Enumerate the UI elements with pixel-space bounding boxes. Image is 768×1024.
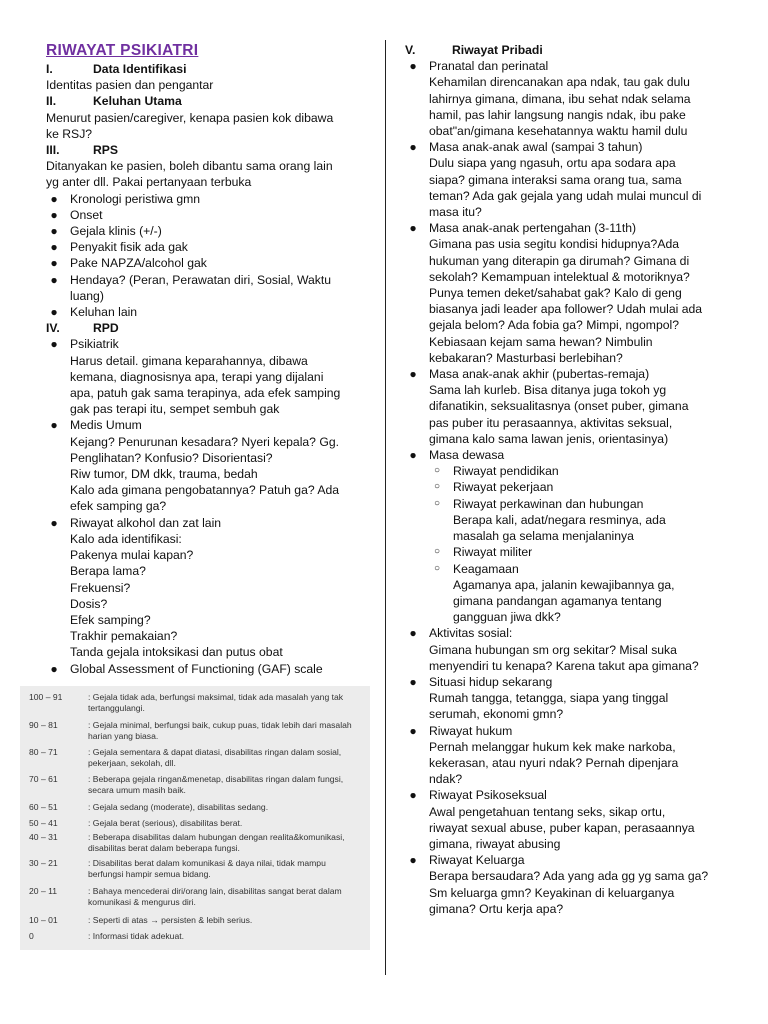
item-detail: efek samping ga? [70,499,167,514]
bullet-icon: ● [50,337,58,352]
item-detail: difanatikin, seksualitasnya (onset puber, gimana [429,399,689,414]
sub-item-detail: gangguan jiwa dkk? [453,610,561,625]
bullet-icon: ● [409,140,417,155]
section-heading-5: V. Riwayat Pribadi [405,43,543,57]
item-detail: gimana, riwayat abusing [429,836,561,851]
list-item-continuation: luang) [70,288,104,303]
item-detail: sekolah? Kemampuan intelektual & motoriknya? [429,269,690,284]
item-detail: Kejang? Penurunan kesadara? Nyeri kepala? Gg. [70,434,339,449]
item-detail: masa itu? [429,205,482,220]
bullet-icon: ● [50,305,58,320]
item-detail: Kehamilan direncanakan apa ndak, tau gak dulu [429,75,690,90]
item-detail: biasanya jadi leader apa follower? Udah mulai ada [429,302,703,317]
bullet-icon: ● [409,626,417,641]
item-detail: Riw tumor, DM dkk, trauma, bedah [70,467,258,482]
sub-item-detail: masalah ga selama menjalaninya [453,529,634,544]
section-body: yg anter dll. Pakai pertanyaan terbuka [46,175,252,190]
item-detail: gejala belom? Ada fobia ga? Mimpi, ngompol? [429,318,680,333]
item-detail: riwayat sexual abuse, puber kapan, perasaannya [429,820,695,835]
item-detail: ndak? [429,772,463,787]
item-detail: gimana kalo sama lawan jenis, orientasinya) [429,431,669,446]
item-detail: hamil, pas lahir langsung nangis ndak, ibu pake [429,107,686,122]
list-item: ● Global Assessment of Functioning (GAF) scale [46,661,371,677]
item-detail: Kalo ada gimana pengobatannya? Patuh ga? Ada [70,483,340,498]
item-detail: Harus detail. gimana keparahannya, dibawa [70,353,308,368]
item-detail: Tanda gejala intoksikasi dan putus obat [70,645,283,660]
list-item: ● Keluhan lain [46,304,371,320]
list-item: ● Pake NAPZA/alcohol gak [46,255,371,271]
list-item: ● Onset [46,207,371,223]
circle-bullet-icon: ○ [433,497,441,509]
left-column [46,42,371,677]
column-divider [385,40,386,975]
item-detail: kekerasan, atau nyuri ndak? Pernah dipenjara [429,755,679,770]
list-item: ● Hendaya? (Peran, Perawatan diri, Sosial, Waktu [46,272,371,288]
circle-bullet-icon: ○ [433,481,441,493]
item-detail: Berapa lama? [70,564,146,579]
sub-list-item: ○ Riwayat pekerjaan [405,479,725,495]
section-heading-4: IV. RPD [46,321,119,336]
sub-item-detail: gimana pandangan agamanya tentang [453,593,662,608]
item-detail: gimana? Ortu kerja apa? [429,901,564,916]
item-detail: Pakenya mulai kapan? [70,548,194,563]
item-detail: Berapa bersaudara? Ada yang ada gg yg sama ga? [429,869,709,884]
bullet-icon: ● [409,448,417,463]
bullet-icon: ● [409,723,417,738]
circle-bullet-icon: ○ [433,465,441,477]
bullet-icon: ● [409,221,417,236]
list-item: ● Kronologi peristiwa gmn [46,191,371,207]
item-detail: teman? Ada gak gejala yang udah mulai muncul di [429,188,702,203]
section-body: Menurut pasien/caregiver, kenapa pasien kok dibawa [46,110,334,125]
list-item: ● Gejala klinis (+/-) [46,223,371,239]
bullet-icon: ● [50,661,58,676]
item-detail: pas puber itu perasaannya, aktivitas seksual, [429,415,673,430]
item-detail: Efek samping? [70,612,151,627]
section-body: ke RSJ? [46,126,93,141]
list-item: ● Situasi hidup sekarang [405,674,725,690]
bullet-icon: ● [50,256,58,271]
list-item: ● Masa anak-anak akhir (pubertas-remaja) [405,366,725,382]
item-detail: Sm keluarga gmn? Keyakinan di keluarganya [429,885,675,900]
item-detail: lahirnya gimana, dimana, ibu sehat ndak selama [429,91,691,106]
bullet-icon: ● [50,515,58,530]
bullet-icon: ● [409,367,417,382]
item-detail: siapa? gimana interaksi sama orang tua, sama [429,172,682,187]
bullet-icon: ● [409,853,417,868]
right-column [405,42,725,917]
list-item: ● Masa dewasa [405,447,725,463]
list-item: ● Riwayat hukum [405,723,725,739]
list-item: ● Masa anak-anak pertengahan (3-11th) [405,220,725,236]
item-detail: Dulu siapa yang ngasuh, ortu apa sodara apa [429,156,676,171]
bullet-icon: ● [50,418,58,433]
gaf-scale-table: 100 – 91 : Gejala tidak ada, berfungsi maksimal, tidak ada masalah yang tak tertanggulangi. 90 – 81 : Gejala minimal, berfungsi baik, cukup puas, tidak lebih dari masalah harian yang biasa. 80 – 71 : Gejala sementara & dapat diatasi, disabilitas ringan dalam sosial, pekerjaan, sekolah, dll. 70 – 61 : Beberapa gejala ringan&menetap, disabilitas ringan dalam fungsi, secara umum masih baik. 60 – 51 : Gejala sedang (moderate), disabilitas sedang. 50 – 41 : Gejala berat (serious), disabilitas berat. 40 – 31 : Beberapa disabilitas dalam hubungan dengan realita&komunikasi, disabilitas berat dalam beberapa fungsi. 30 – 21 : Disabilitas berat dalam komunikasi & daya nilai, tidak mampu berfungsi hampir semua bidang. 20 – 11 : Bahaya mencederai diri/orang lain, disabilitas sangat berat dalam komunikasi & mengurus diri. 10 – 01 : Seperti di atas → persisten & lebih serius. 0 : Informasi tidak adekuat. [20,686,370,950]
list-item: ● Penyakit fisik ada gak [46,239,371,255]
item-detail: Trakhir pemakaian? [70,629,178,644]
sub-item-detail: Agamanya apa, jalanin kewajibannya ga, [453,577,675,592]
bullet-icon: ● [409,59,417,74]
bullet-icon: ● [409,674,417,689]
item-detail: Frekuensi? [70,580,131,595]
list-item: ● Pranatal dan perinatal [405,58,725,74]
item-detail: Rumah tangga, tetangga, siapa yang tinggal [429,691,669,706]
item-detail: apa, patuh gak sama terapinya, ada efek samping [70,386,341,401]
bullet-icon: ● [50,240,58,255]
sub-item-detail: Berapa kali, adat/negara resminya, ada [453,512,666,527]
item-detail: Kalo ada identifikasi: [70,531,182,546]
list-item: ● Aktivitas sosial: [405,625,725,641]
item-detail: Sama lah kurleb. Bisa ditanya juga tokoh yg [429,383,667,398]
item-detail: Pernah melanggar hukum kek make narkoba, [429,739,676,754]
section-body: Ditanyakan ke pasien, boleh dibantu sama orang lain [46,159,333,174]
item-detail: Penglihatan? Konfusio? Disorientasi? [70,450,273,465]
section-heading-3: III. RPS [46,143,119,158]
item-detail: menyendiri tu kenapa? Karena takut apa gimana? [429,658,699,673]
item-detail: Dosis? [70,596,108,611]
item-detail: obat"an/gimana kesehatannya waktu hamil dulu [429,124,688,139]
circle-bullet-icon: ○ [433,562,441,574]
item-detail: kebakaran? Masturbasi berlebihan? [429,350,623,365]
section-body: Identitas pasien dan pengantar [46,78,214,93]
item-detail: Kebiasaan kejam sama hewan? Nimbulin [429,334,653,349]
item-detail: gak pas terapi itu, sempet sembuh gak [70,402,280,417]
document-title: RIWAYAT PSIKIATRI [46,42,199,59]
item-detail: Gimana hubungan sm org sekitar? Misal suka [429,642,677,657]
item-detail: serumah, ekonomi gmn? [429,707,564,722]
section-heading-1: I. Data Identifikasi [46,62,187,76]
item-detail: Punya temen deket/sahabat gak? Kalo di geng [429,286,682,301]
bullet-icon: ● [50,191,58,206]
item-detail: Gimana pas usia segitu kondisi hidupnya?Ada [429,237,680,252]
section-heading-2: II. Keluhan Utama [46,94,182,109]
list-item: ● Medis Umum [46,417,371,433]
circle-bullet-icon: ○ [433,546,441,558]
sub-list-item: ○ Keagamaan [405,561,725,577]
bullet-icon: ● [50,224,58,239]
item-detail: hukuman yang diterapin ga dirumah? Gimana di [429,253,690,268]
sub-list-item: ○ Riwayat militer [405,544,725,560]
bullet-icon: ● [50,207,58,222]
sub-list-item: ○ Riwayat perkawinan dan hubungan [405,496,725,512]
bullet-icon: ● [50,272,58,287]
list-item: ● Riwayat Psikoseksual [405,787,725,803]
list-item: ● Riwayat Keluarga [405,852,725,868]
list-item: ● Psikiatrik [46,336,371,352]
bullet-icon: ● [409,788,417,803]
sub-list-item: ○ Riwayat pendidikan [405,463,725,479]
item-detail: Awal pengetahuan tentang seks, sikap ortu, [429,804,666,819]
list-item: ● Riwayat alkohol dan zat lain [46,515,371,531]
list-item: ● Masa anak-anak awal (sampai 3 tahun) [405,139,725,155]
item-detail: kemana, diagnosisnya apa, terapi yang dijalani [70,369,324,384]
